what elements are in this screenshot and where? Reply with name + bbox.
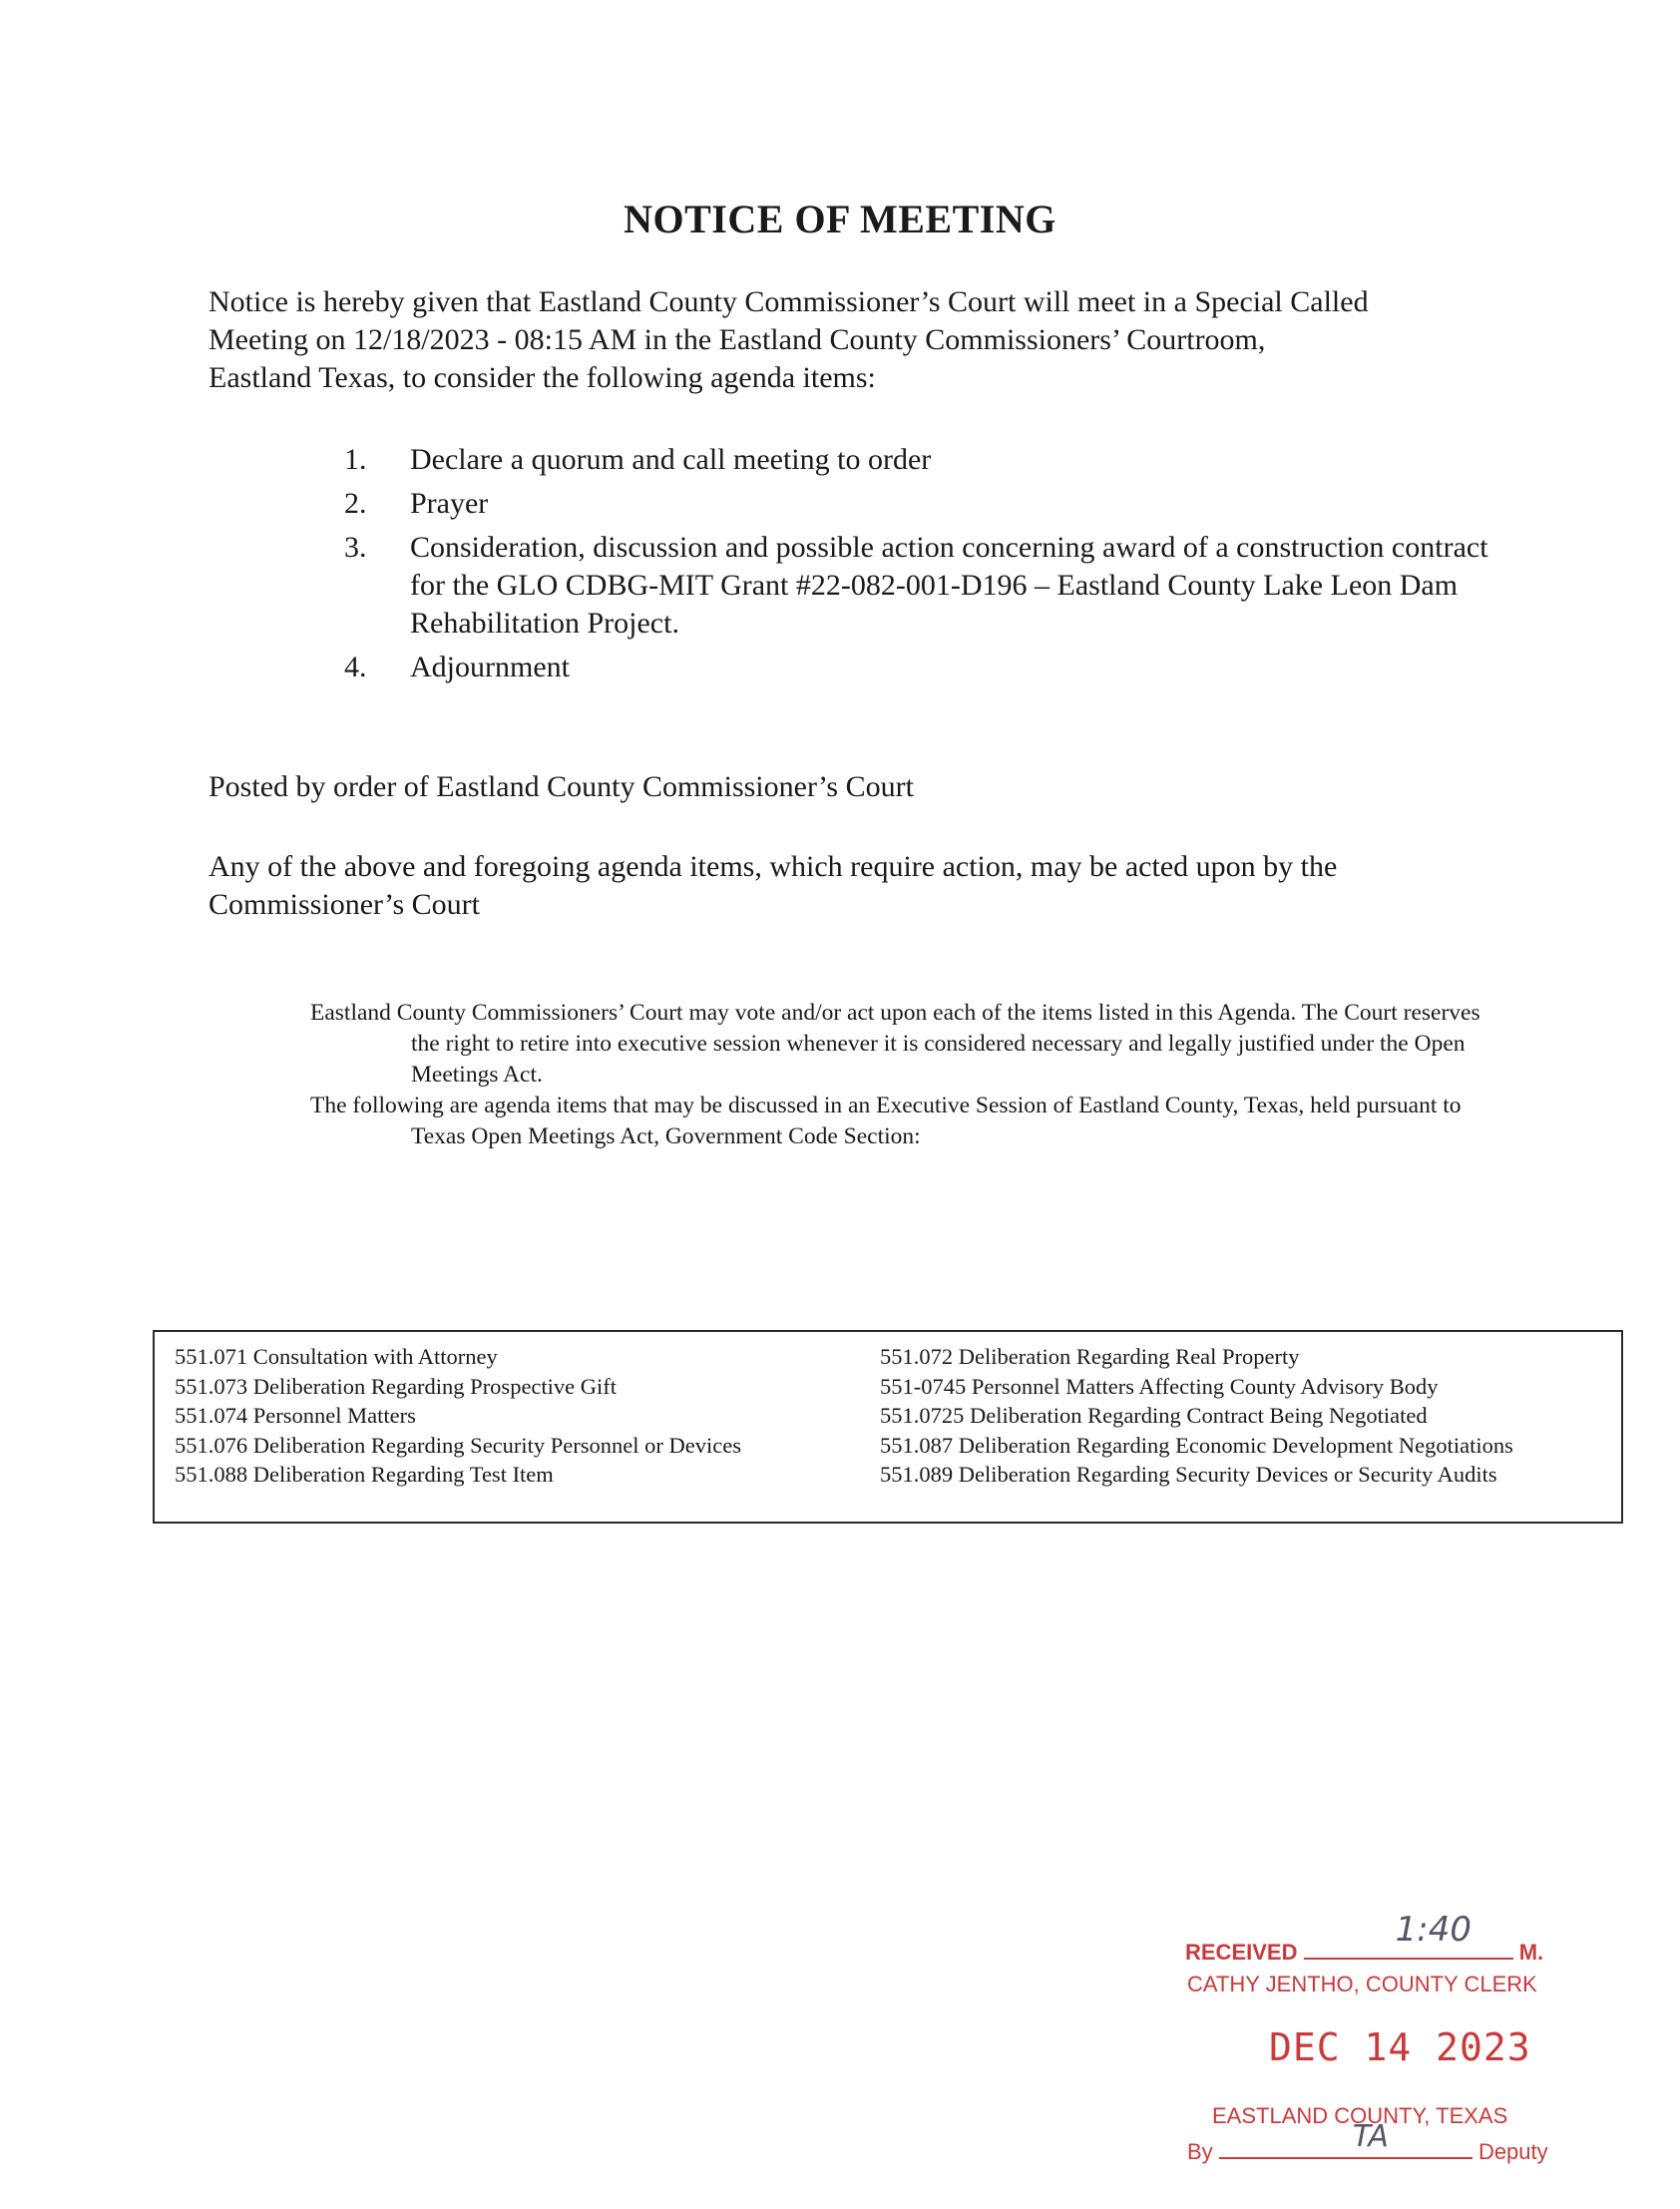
stamp-received-row bbox=[1185, 1910, 1544, 1966]
agenda-item-number: 3. bbox=[344, 531, 367, 564]
stamp-received-time: 1:40 bbox=[1395, 1910, 1471, 1950]
intro-line: Eastland Texas, to consider the following agenda items: bbox=[209, 361, 876, 394]
executive-session-paragraph: Eastland County Commissioners’ Court may vote and/or act upon each of the items listed in this Agenda. The Court reserves the right to retire into executive session whenever it is considered necessary and legally justified under the Open Meetings Act. bbox=[310, 1000, 1480, 1088]
agenda-item-text: Consideration, discussion and possible action concerning award of a construction contract for the GLO CDBG-MIT Grant #22-082-001-D196 – Eastland County Lake Leon Dam Rehabilitation Project. bbox=[410, 531, 1488, 640]
section-entry: 551.073 Deliberation Regarding Prospective Gift bbox=[175, 1373, 618, 1399]
page-title: NOTICE OF MEETING bbox=[624, 197, 1056, 241]
section-entry: 551-0745 Personnel Matters Affecting County Advisory Body bbox=[880, 1373, 1439, 1399]
action-statement bbox=[209, 848, 1525, 924]
stamp-received-suffix: M. bbox=[1518, 1940, 1544, 1965]
section-entry: 551.071 Consultation with Attorney bbox=[175, 1344, 498, 1369]
executive-session-paragraph: The following are agenda items that may be discussed in an Executive Session of Eastland County, Texas, held pursuant to Texas Open Meetings Act, Government Code Section: bbox=[310, 1093, 1462, 1149]
action-statement-line: Commissioner’s Court bbox=[209, 888, 480, 921]
agenda-list bbox=[344, 441, 1511, 692]
executive-session-notice bbox=[310, 998, 1507, 1152]
section-entry: 551.072 Deliberation Regarding Real Property bbox=[880, 1344, 1300, 1369]
sections-right-column bbox=[880, 1342, 1513, 1490]
stamp-by-row bbox=[1187, 2119, 1548, 2165]
received-stamp bbox=[1177, 1910, 1596, 2175]
agenda-item bbox=[344, 529, 1511, 643]
action-statement-line: Any of the above and foregoing agenda items, which require action, may be acted upon by the bbox=[209, 850, 1338, 883]
sections-left-column bbox=[175, 1342, 741, 1490]
stamp-deputy-label: Deputy bbox=[1477, 2139, 1548, 2164]
agenda-item-number: 4. bbox=[344, 651, 367, 683]
stamp-by-label: By bbox=[1187, 2139, 1213, 2164]
stamp-deputy-initials: TA bbox=[1352, 2119, 1389, 2154]
stamp-county: EASTLAND COUNTY, TEXAS bbox=[1212, 2103, 1508, 2128]
agenda-item-text: Declare a quorum and call meeting to order bbox=[410, 443, 932, 476]
stamp-by-line bbox=[1219, 2119, 1472, 2159]
agenda-item-number: 1. bbox=[344, 443, 367, 476]
agenda-item bbox=[344, 441, 1511, 479]
stamp-clerk-name: CATHY JENTHO, COUNTY CLERK bbox=[1187, 1972, 1537, 1996]
section-entry: 551.074 Personnel Matters bbox=[175, 1403, 416, 1428]
posted-by-statement: Posted by order of Eastland County Commissioner’s Court bbox=[209, 770, 914, 803]
section-entry: 551.088 Deliberation Regarding Test Item bbox=[175, 1462, 554, 1487]
agenda-item-number: 2. bbox=[344, 487, 367, 520]
section-entry: 551.0725 Deliberation Regarding Contract Being Negotiated bbox=[880, 1403, 1428, 1428]
intro-line: Meeting on 12/18/2023 - 08:15 AM in the Eastland County Commissioners’ Courtroom, bbox=[209, 323, 1266, 356]
government-code-sections-box bbox=[153, 1330, 1623, 1524]
stamp-received-line bbox=[1304, 1910, 1513, 1960]
intro-line: Notice is hereby given that Eastland County Commissioner’s Court will meet in a Special Called bbox=[209, 285, 1369, 318]
agenda-item-text: Prayer bbox=[410, 487, 489, 520]
section-entry: 551.087 Deliberation Regarding Economic Development Negotiations bbox=[880, 1432, 1513, 1458]
agenda-item-text: Adjournment bbox=[410, 651, 570, 683]
stamp-received-label: RECEIVED bbox=[1185, 1940, 1298, 1965]
section-entry: 551.076 Deliberation Regarding Security Personnel or Devices bbox=[175, 1432, 741, 1458]
agenda-item bbox=[344, 485, 1511, 523]
section-entry: 551.089 Deliberation Regarding Security Devices or Security Audits bbox=[880, 1462, 1497, 1487]
intro-paragraph bbox=[209, 283, 1525, 397]
stamp-date: DEC 14 2023 bbox=[1269, 2025, 1531, 2069]
agenda-item bbox=[344, 649, 1511, 686]
